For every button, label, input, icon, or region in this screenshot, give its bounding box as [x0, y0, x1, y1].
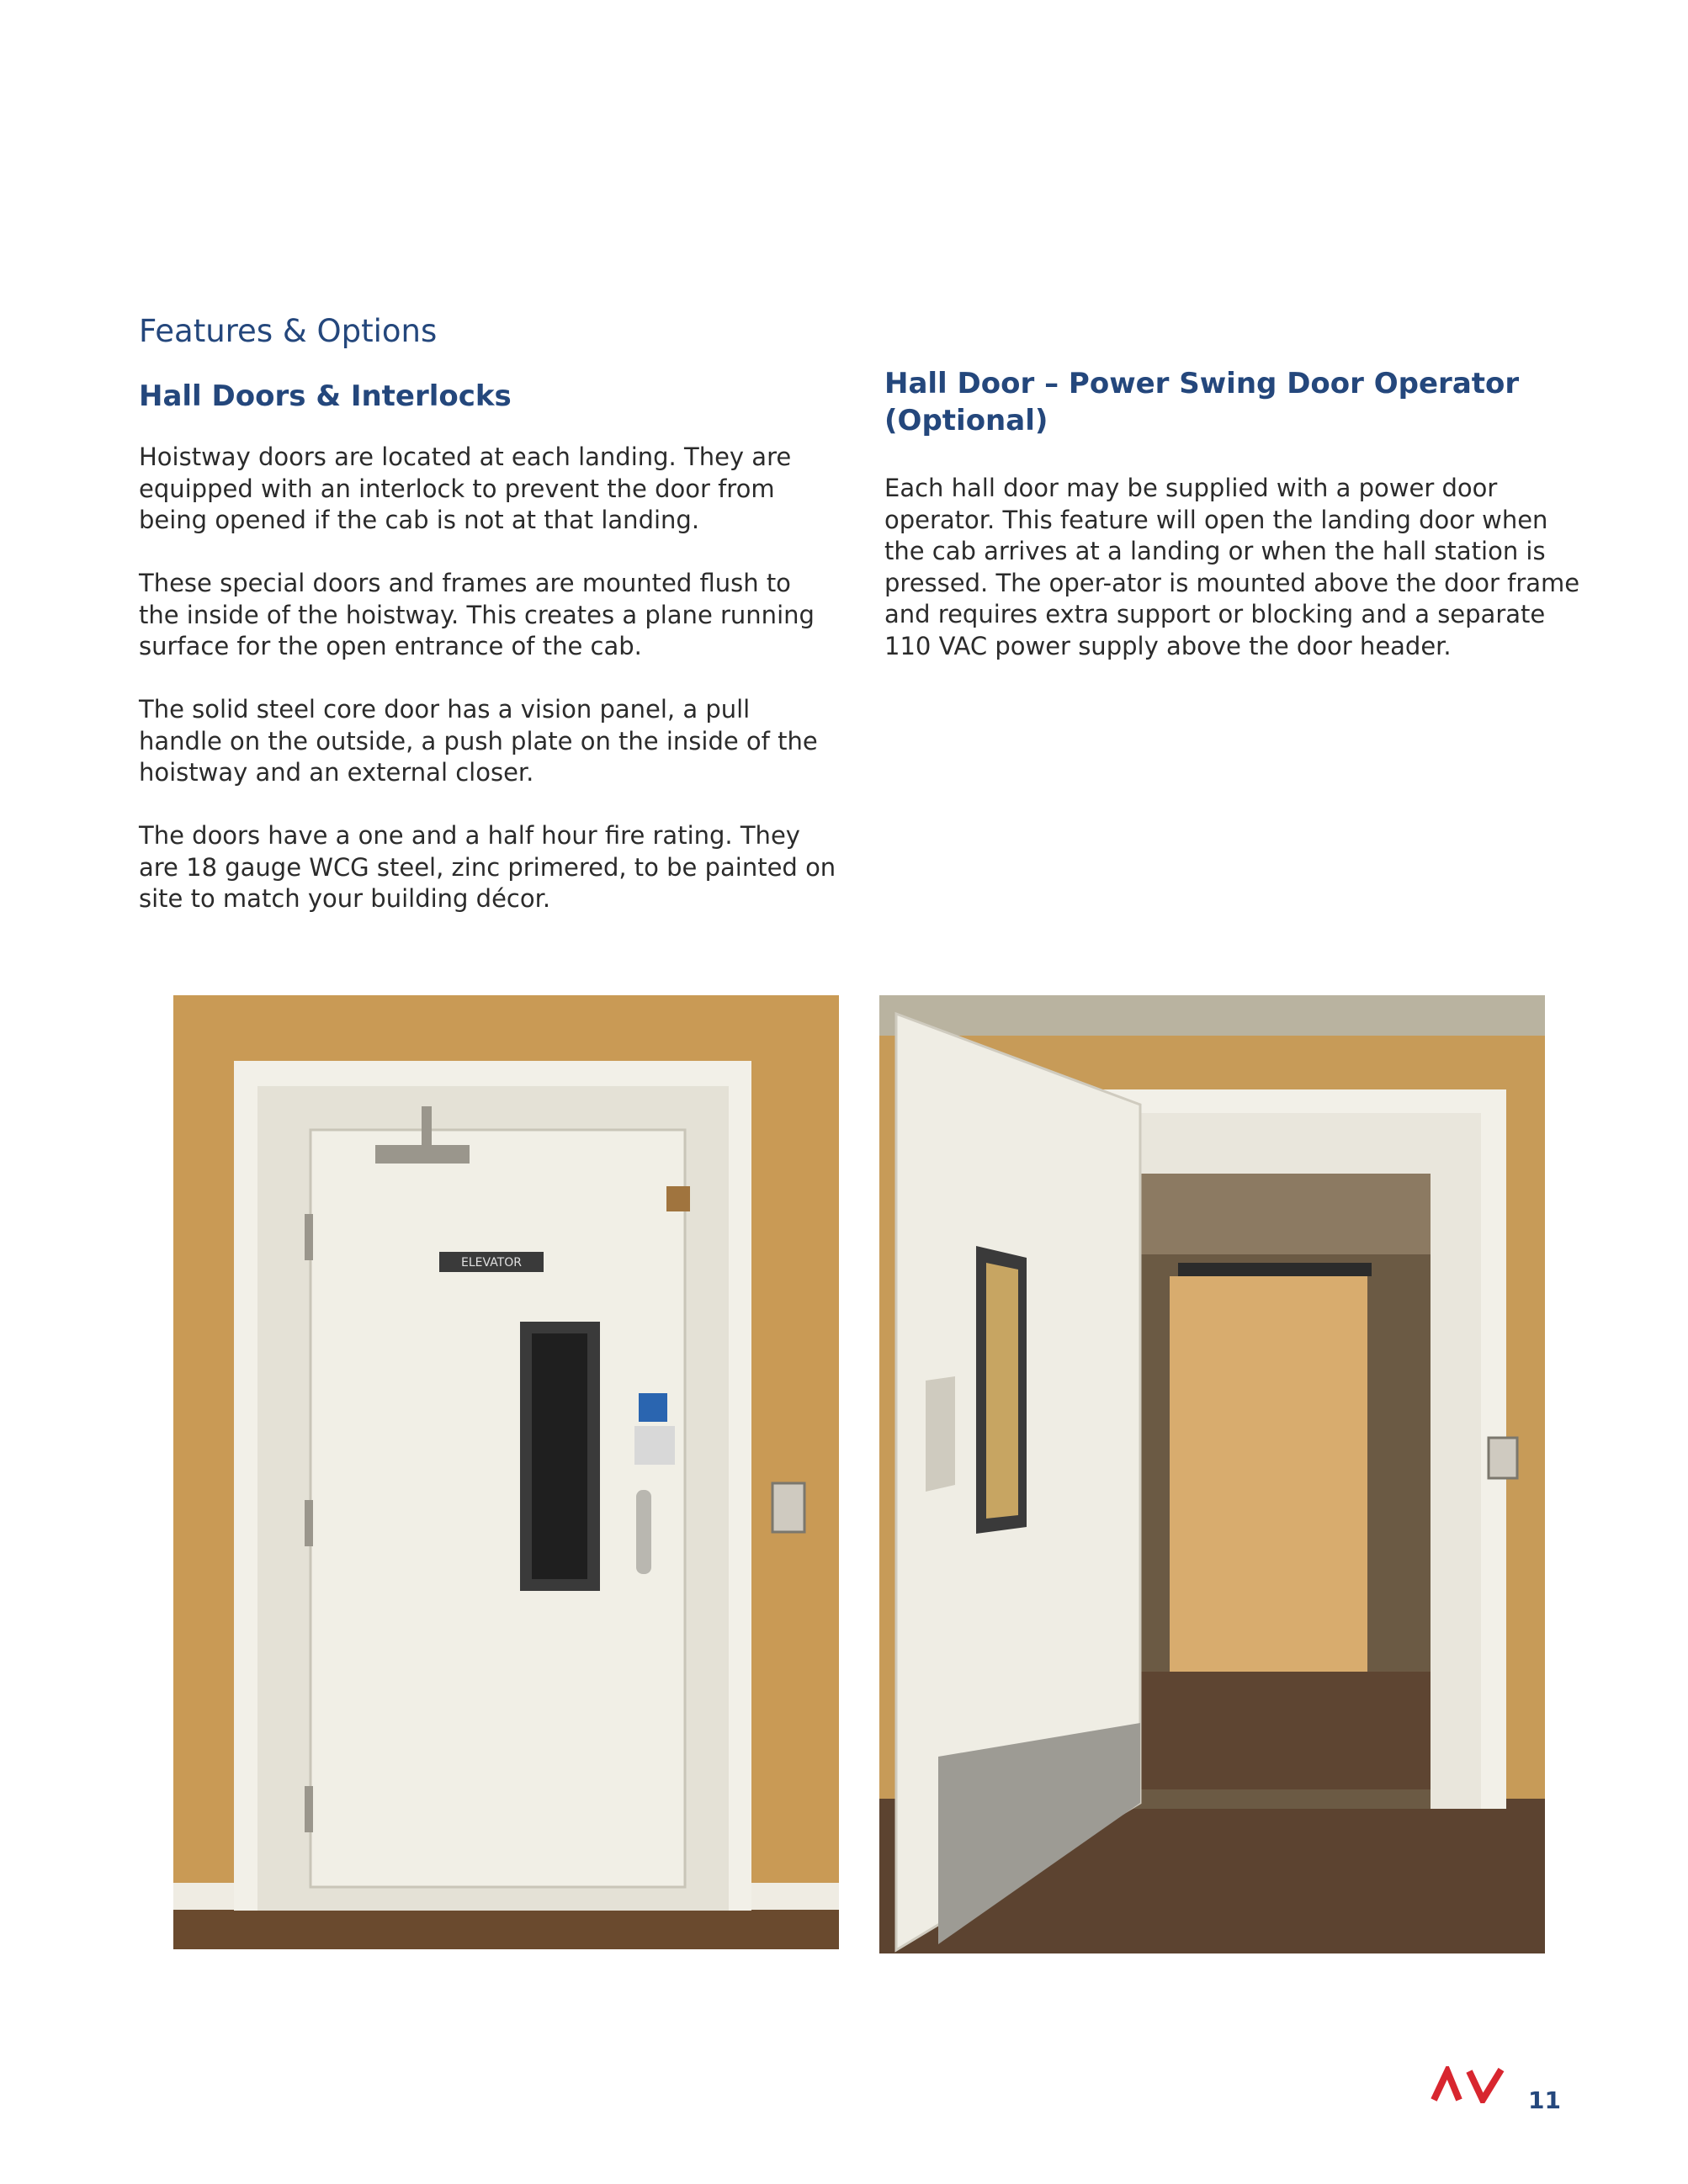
right-heading-line1: Hall Door – Power Swing Door Operator [884, 367, 1520, 400]
paragraph: Hoistway doors are located at each landing. They are equipped with an interlock to prevent the door from being opened if the cab is not at that landing. [139, 443, 792, 534]
right-heading-line2: (Optional) [884, 404, 1048, 437]
right-column-heading [884, 365, 1519, 439]
paragraph: The doors have a one and a half hour fire rating. They are 18 gauge WCG steel, zinc primered, to be painted on site to match your building décor. [139, 821, 836, 913]
page-number: 11 [1528, 2086, 1561, 2114]
right-column-text [884, 473, 1591, 694]
closed-hall-door-photo [173, 995, 839, 1949]
open-power-door-photo [879, 995, 1545, 1953]
left-column-text [139, 442, 837, 946]
left-column-heading: Hall Doors & Interlocks [139, 379, 512, 413]
paragraph: The solid steel core door has a vision panel, a pull handle on the outside, a push plate on the inside of the hoistway and an external closer. [139, 695, 818, 787]
paragraph: Each hall door may be supplied with a power door operator. This feature will open the landing door when the cab arrives at a landing or when the hall station is pressed. The oper-ator is mounted above the door frame and requires extra support or blocking and a separate 110 VAC power supply above the door header. [884, 474, 1580, 660]
paragraph: These special doors and frames are mounted flush to the inside of the hoistway. This creates a plane running surface for the open entrance of the cab. [139, 569, 815, 660]
av-logo-icon [1431, 2066, 1508, 2103]
door-sign: ELEVATOR [461, 1256, 522, 1270]
section-title: Features & Options [139, 313, 438, 349]
